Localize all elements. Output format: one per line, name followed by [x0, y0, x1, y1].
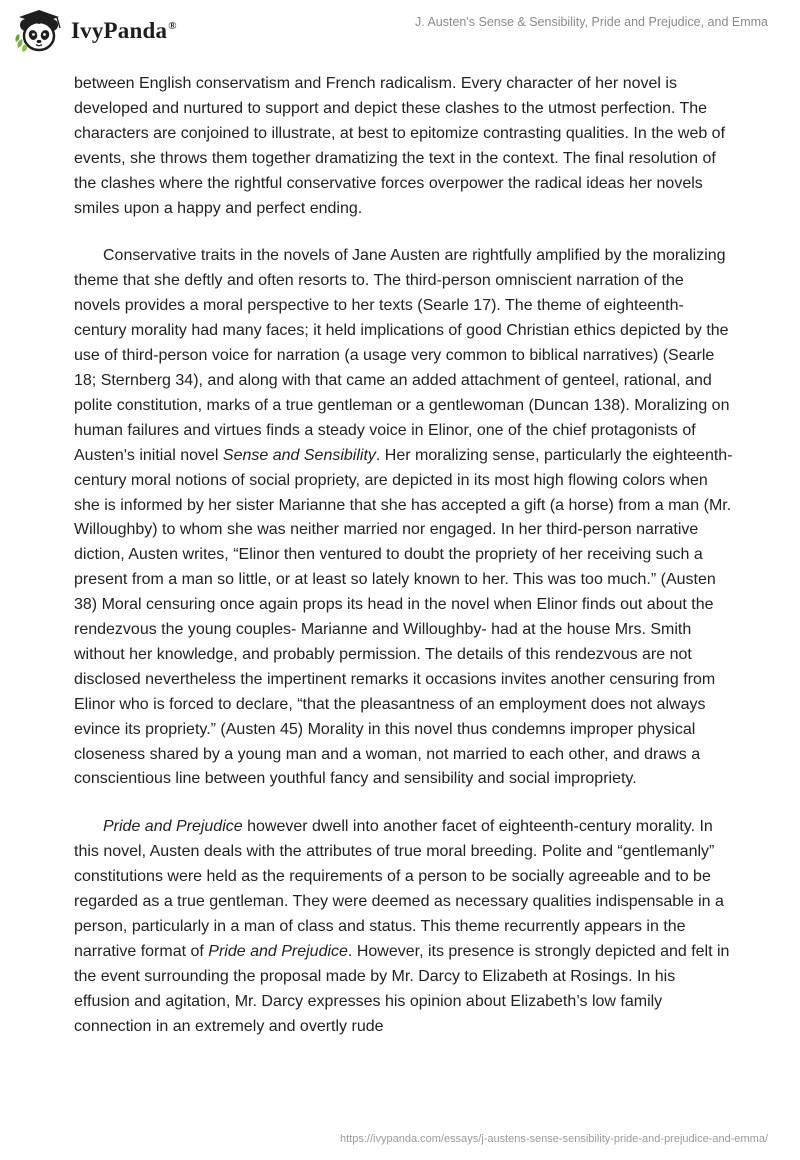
panda-graduate-icon	[14, 8, 66, 54]
book-title-sense-and-sensibility: Sense and Sensibility	[222, 446, 376, 464]
paragraph-2-text-a: Conservative traits in the novels of Jane Austen are rightfully amplified by the moralizing theme that she deftly and often resorts to. The third-person omniscient narration of the novels provides a moral perspective to her texts (Searle 17). The theme of eighteenth-century morality had many faces; it held implications of good Christian ethics depicted by the use of third-person voice for narration (a usage very common to biblical narratives) (Searle 18; Sternberg 34), and along with that came an added attachment of genteel, rational, and polite constitution, marks of a true gentleman or a gentlewoman (Duncan 138). Moralizing on human failures and virtues finds a steady voice in Elinor, one of the chief protagonists of Austen's initial novel	[74, 247, 730, 464]
paragraph-1: between English conservatism and French radicalism. Every character of her novel is developed and nurtured to support and depict these clashes to the utmost perfection. The characters are conjoined to illustrate, at best to epitomize contrasting qualities. In the web of events, she throws them together dramatizing the text in the context. The final resolution of the clashes where the rightful conservative forces overpower the radical ideas her novels smiles upon a happy and perfect ending.	[74, 75, 726, 217]
logo-wordmark: IvyPanda	[71, 18, 168, 43]
book-title-pride-and-prejudice: Pride and Prejudice	[103, 818, 243, 836]
paragraph-3	[74, 815, 734, 1039]
running-title: J. Austen's Sense & Sensibility, Pride and Prejudice, and Emma	[414, 15, 768, 29]
paragraph-3-text-b: . However, its presence is strongly depicted and felt in the event surrounding the proposal made by Mr. Darcy to Elizabeth at Rosings. In his effusion and agitation, Mr. Darcy expresses his opinion about Elizabeth’s low family connection in an extremely and overtly rude	[74, 942, 730, 1035]
registered-mark: ®	[168, 20, 177, 33]
source-url[interactable]: https://ivypanda.com/essays/j-austens-sense-sensibility-pride-and-prejudice-and-emma/	[340, 1133, 768, 1145]
paragraph-2	[74, 244, 734, 792]
paragraph-2-text-b: . Her moralizing sense, particularly the eighteenth-century moral notions of social propriety, are depicted in its most high flowing colors when she is informed by her sister Marianne that she has accepted a gift (a horse) from a man (Mr. Willoughby) to whom she was neither married nor engaged. In her third-person narrative diction, Austen writes, “Elinor then ventured to doubt the propriety of her receiving such a present from a man so little, or at least so lately known to her. This was too much.” (Austen 38) Moral censuring once again props its head in the novel when Elinor finds out about the rendezvous the young couples- Marianne and Willoughby- had at the house Mrs. Smith without her knowledge, and probably permission. The details of this rendezvous are not disclosed nevertheless the impertinent remarks it occasions invites another censuring from Elinor who is forced to declare, “that the pleasantness of an employment does not always evince its propriety.” (Austen 45) Morality in this novel thus condemns improper physical closeness shared by a young man and a woman, not married to each other, and draws a conscientious line between youthful fancy and sensibility and social impropriety.	[74, 446, 733, 788]
page-header	[0, 0, 800, 60]
essay-body	[74, 72, 734, 1040]
paragraph-3-text-a: however dwell into another facet of eighteenth-century morality. In this novel, Austen deals with the attributes of true moral breeding. Polite and “gentlemanly” constitutions were held as the requirements of a person to be socially agreeable and to be regarded as a true gentleman. They were deemed as necessary qualities indispensable in a person, particularly in a man of class and status. This theme recurrently appears in the narrative format of	[74, 818, 724, 960]
ivypanda-logo[interactable]	[14, 8, 177, 54]
book-title-pride-and-prejudice-2: Pride and Prejudice	[208, 942, 348, 960]
